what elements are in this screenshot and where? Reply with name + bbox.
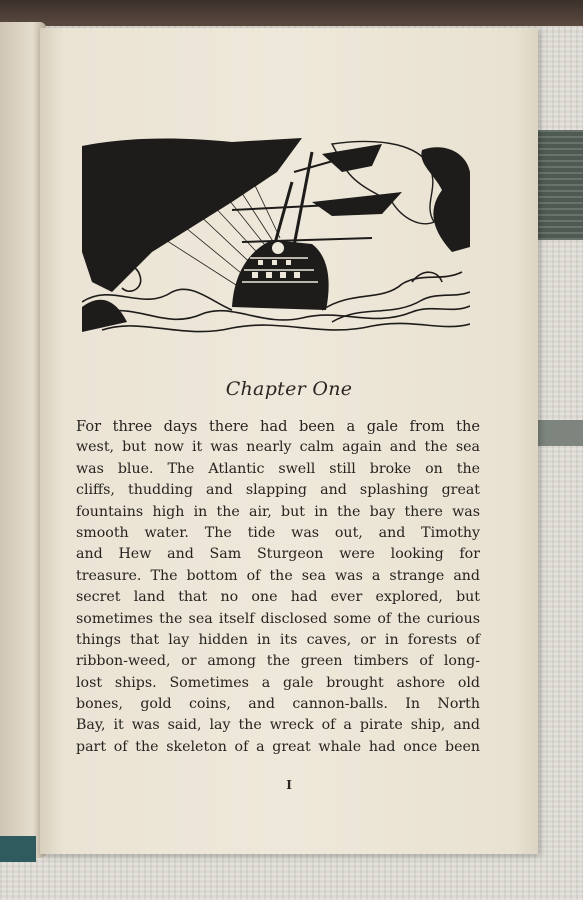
page-number: I <box>286 778 292 792</box>
book-page <box>40 28 538 854</box>
wooden-surface <box>0 0 583 26</box>
book-spine <box>0 836 36 862</box>
text-line: fountains high in the air, but in the bay there was <box>76 503 480 520</box>
text-line: and Hew and Sam Sturgeon were looking for <box>76 546 480 563</box>
ship-in-storm-icon <box>82 132 470 342</box>
text-line: west, but now it was nearly calm again and the sea <box>76 439 480 456</box>
text-line: Bay, it was said, lay the wreck of a pirate ship, and <box>76 717 480 734</box>
chapter-title: Chapter One <box>225 378 353 400</box>
text-line: For three days there had been a gale from the <box>76 418 480 435</box>
text-line: treasure. The bottom of the sea was a strange and <box>76 567 480 584</box>
text-line: smooth water. The tide was out, and Timothy <box>76 524 480 541</box>
text-line: secret land that no one had ever explored, but <box>76 589 480 606</box>
text-line: things that lay hidden in its caves, or in forests of <box>76 631 480 648</box>
text-line: part of the skeleton of a great whale had once been <box>76 738 480 755</box>
text-line: ribbon-weed, or among the green timbers of long- <box>76 653 480 670</box>
text-line: sometimes the sea itself disclosed some of the curious <box>76 610 480 627</box>
text-line: was blue. The Atlantic swell still broke on the <box>76 460 480 477</box>
text-line: lost ships. Sometimes a gale brought ashore old <box>76 674 480 691</box>
text-line: bones, gold coins, and cannon-balls. In North <box>76 696 480 713</box>
text-line: cliffs, thudding and slapping and splashing great <box>76 482 480 499</box>
body-text <box>76 416 480 758</box>
